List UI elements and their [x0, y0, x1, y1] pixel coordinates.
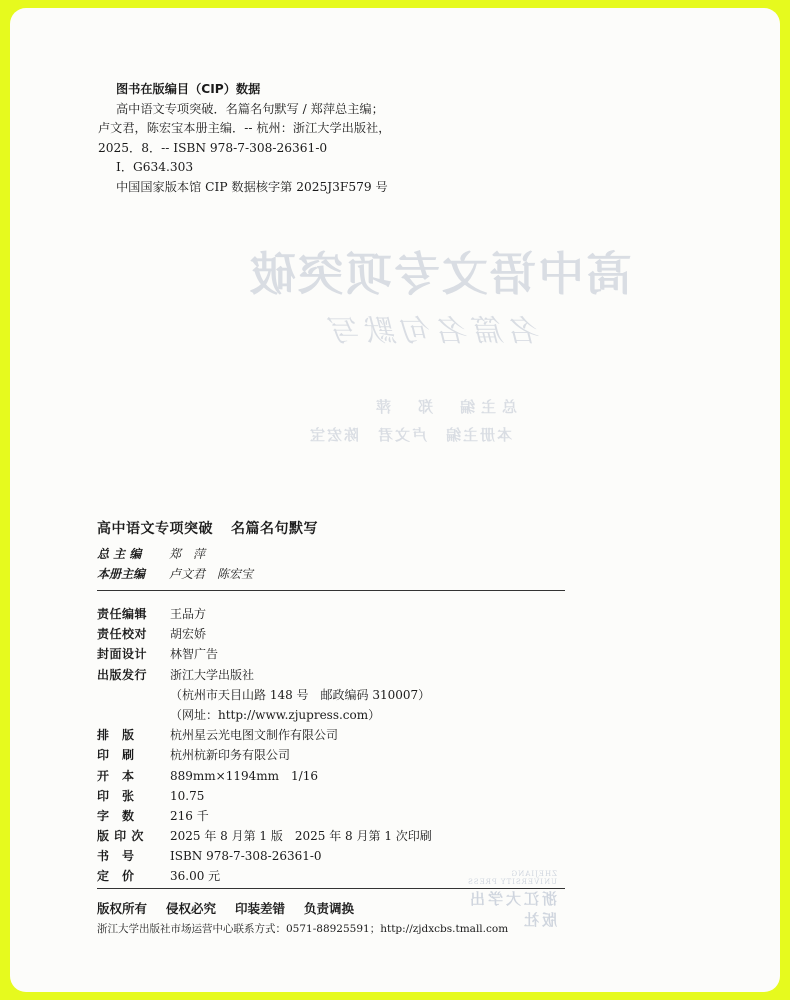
divider	[97, 590, 565, 591]
book-title-main: 高中语文专项突破	[97, 521, 213, 537]
spec-label: 印刷	[97, 748, 148, 763]
spec-value: （杭州市天目山路 148 号 邮政编码 310007）	[170, 687, 431, 702]
cip-heading: 图书在版编目（CIP）数据	[116, 82, 261, 96]
cip-data-block	[98, 80, 390, 197]
spec-label: 责任编辑	[97, 607, 148, 621]
spec-label: 封面设计	[97, 647, 148, 662]
spec-value: 杭州杭新印务有限公司	[170, 748, 291, 763]
show-through-subtitle: 名篇名句默写	[325, 314, 541, 349]
spec-value: 杭州星云光电图文制作有限公司	[170, 728, 339, 743]
spec-row-address	[97, 686, 432, 706]
spec-row	[97, 807, 432, 827]
show-through-publisher-logo	[465, 870, 557, 929]
book-title	[97, 518, 318, 538]
logo-en-text: ZHEJIANG UNIVERSITY PRESS	[467, 870, 557, 886]
book-title-sub: 名篇名句默写	[231, 521, 318, 537]
show-through-chief-editor: 总主编 郑 萍	[370, 398, 518, 416]
spec-row-website	[97, 706, 432, 726]
notice-text: 版权所有	[97, 901, 148, 916]
copyright-page	[10, 8, 780, 992]
spec-value: 36.00 元	[170, 869, 221, 884]
spec-row	[97, 666, 432, 686]
cip-line: 中国国家版本馆 CIP 数据核字第 2025J3F579 号	[116, 179, 388, 194]
contact-info: 浙江大学出版社市场运营中心联系方式：0571-88925591；http://zjdxcbs.tmall.com	[97, 923, 509, 935]
spec-row	[97, 625, 432, 645]
spec-value: 浙江大学出版社	[170, 667, 255, 682]
publication-specs	[97, 605, 432, 888]
volume-editors	[97, 565, 253, 582]
spec-label: 印张	[97, 788, 148, 803]
spec-row	[97, 645, 432, 665]
notice-text: 负责调换	[304, 901, 355, 916]
spec-value: ISBN 978-7-308-26361-0	[170, 849, 322, 864]
cip-line: 高中语文专项突破．名篇名句默写 / 郑萍总主编；	[116, 101, 384, 116]
spec-label: 开本	[97, 768, 148, 783]
spec-row	[97, 827, 432, 847]
spec-label: 排版	[97, 728, 148, 743]
logo-cn-text: 浙江大学出版社	[466, 890, 557, 929]
volume-editor-names: 卢文君 陈宏宝	[169, 567, 254, 581]
rights-notice	[97, 899, 373, 917]
spec-row	[97, 867, 432, 887]
spec-label: 字数	[97, 808, 148, 823]
spec-value: 10.75	[170, 788, 205, 803]
cip-line: 卢文君，陈宏宝本册主编．-- 杭州：浙江大学出版社，	[98, 121, 391, 135]
spec-label: 责任校对	[97, 627, 148, 642]
spec-label: 定价	[97, 869, 148, 884]
spec-value: 林智广告	[170, 647, 219, 662]
spec-row	[97, 847, 432, 867]
chief-editor-name: 郑 萍	[169, 547, 206, 561]
cip-line: 2025．8．-- ISBN 978-7-308-26361-0	[98, 140, 328, 155]
spec-label: 版 印 次	[97, 829, 144, 844]
spec-row	[97, 746, 432, 766]
volume-editor-label: 本册主编	[97, 567, 146, 581]
show-through-volume-editors: 本册主编 卢文君 陈宏宝	[308, 426, 513, 444]
spec-row	[97, 605, 432, 625]
spec-row	[97, 767, 432, 787]
spec-row	[97, 726, 432, 746]
spec-value: 2025 年 8 月第 1 版 2025 年 8 月第 1 次印刷	[170, 829, 432, 844]
chief-editor	[97, 545, 205, 562]
spec-row	[97, 787, 432, 807]
spec-value: （网址：http://www.zjupress.com）	[170, 707, 381, 722]
spec-value: 胡宏娇	[170, 627, 207, 642]
notice-text: 印装差错	[235, 901, 286, 916]
notice-text: 侵权必究	[166, 901, 217, 916]
spec-value: 889mm×1194mm 1/16	[170, 768, 318, 783]
cip-line: Ⅰ．G634.303	[116, 160, 194, 174]
spec-label: 出版发行	[97, 667, 148, 682]
spec-label: 书号	[97, 849, 148, 864]
show-through-title: 高中语文专项突破	[248, 247, 632, 301]
chief-editor-label: 总 主 编	[97, 547, 142, 561]
spec-value: 王品方	[170, 607, 207, 621]
divider	[97, 888, 565, 889]
spec-value: 216 千	[170, 808, 209, 823]
